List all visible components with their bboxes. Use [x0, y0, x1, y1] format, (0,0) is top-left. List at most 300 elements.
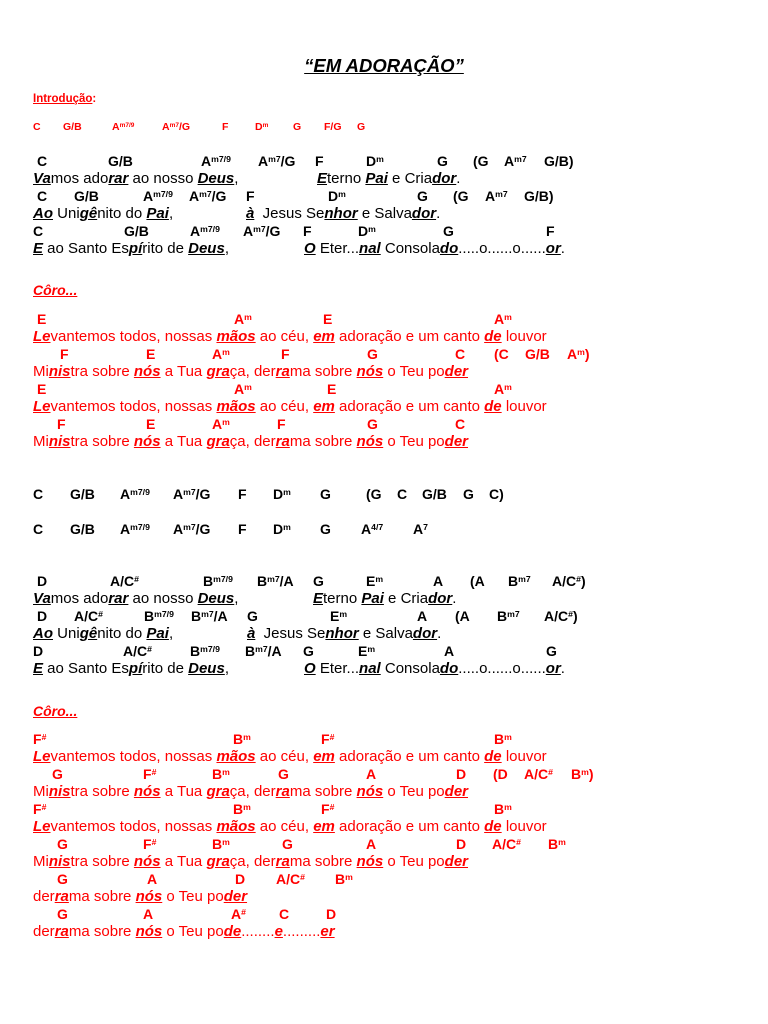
chord-superscript: #	[568, 608, 573, 619]
lyric-text: Mi	[33, 433, 49, 450]
chord-suffix: )	[584, 346, 590, 362]
chord-superscript: m	[243, 801, 251, 812]
chord-root: G/B)	[524, 188, 554, 204]
lyric-emphasis: der	[444, 783, 468, 800]
chord	[321, 731, 334, 747]
lyric-emphasis: E	[33, 240, 44, 257]
chord-root: G	[357, 121, 366, 133]
chord-superscript: m	[222, 416, 230, 427]
lyric-emphasis: nhor	[325, 625, 359, 642]
chord-superscript: m	[367, 643, 376, 654]
chord	[453, 188, 469, 204]
lyric-emphasis: Le	[33, 398, 51, 415]
chord-root: G	[57, 871, 68, 887]
chord-superscript: m	[376, 153, 384, 164]
lyric-text: adoração e um canto	[334, 398, 485, 415]
lyric-emphasis: mãos	[216, 328, 256, 345]
lyric-emphasis: em	[313, 748, 335, 765]
chord	[37, 188, 47, 204]
chord	[367, 346, 378, 362]
chord-root: C	[397, 486, 408, 502]
lyric-text: adoração e um canto	[334, 328, 485, 345]
chord-root: B	[212, 836, 223, 852]
chord	[173, 486, 210, 502]
chord	[552, 573, 586, 589]
lyric-text: ma sobre	[289, 363, 357, 380]
lyric-text: ma sobre	[68, 923, 136, 940]
lyric-text: ao céu,	[255, 328, 314, 345]
chord-root: F	[277, 416, 286, 432]
lyric-text: louvor	[501, 748, 547, 765]
lyric-text: e Cria	[383, 590, 429, 607]
chord-superscript: m	[244, 381, 252, 392]
chord	[110, 573, 139, 589]
chord	[212, 836, 230, 852]
chord-root: D	[37, 573, 48, 589]
chord	[108, 153, 133, 169]
lyric-emphasis: gra	[206, 783, 230, 800]
lyric-emphasis: O	[304, 240, 316, 257]
chord-superscript: m	[283, 486, 291, 497]
chord-root: A	[485, 188, 496, 204]
chord	[366, 573, 383, 589]
chord-root: F	[143, 766, 152, 782]
lyric-phrase	[33, 170, 238, 188]
chord-root: G	[417, 188, 428, 204]
chord-superscript: m	[504, 381, 512, 392]
chord	[473, 153, 489, 169]
chord-superscript: m7	[267, 573, 280, 584]
chord	[358, 223, 376, 239]
chord-root: A	[494, 311, 505, 327]
chord-superscript: m7/9	[200, 223, 220, 234]
lyric-emphasis: de	[484, 748, 502, 765]
lyric-emphasis: dor	[411, 205, 437, 222]
chord-root: A	[417, 608, 428, 624]
chord	[74, 188, 99, 204]
lyric-emphasis: der	[444, 853, 468, 870]
chord-root: F	[303, 223, 312, 239]
lyric-text: o Teu po	[383, 853, 445, 870]
chord-root: B	[212, 766, 223, 782]
chord-superscript: m7	[255, 643, 268, 654]
chord-root: F	[281, 346, 290, 362]
chord-suffix: /A	[267, 643, 282, 659]
chord	[524, 766, 553, 782]
chord	[247, 608, 258, 624]
lyric-text: vantemos todos, nossas	[50, 328, 217, 345]
chord-superscript: m	[581, 766, 589, 777]
chord-root: G	[282, 836, 293, 852]
chord	[234, 381, 252, 397]
chord-root: B	[191, 608, 202, 624]
chord	[489, 486, 504, 502]
chord-root: A	[112, 121, 120, 133]
chord-root: (A	[455, 608, 470, 624]
chord-root: B	[508, 573, 519, 589]
lyric-text: der	[33, 923, 55, 940]
chord-root: A	[366, 836, 377, 852]
lyric-emphasis: ra	[275, 433, 290, 450]
chord-root: E	[37, 381, 47, 397]
chord	[324, 121, 342, 133]
chord	[282, 836, 293, 852]
lyric-text: Mi	[33, 363, 49, 380]
lyric-text: tra sobre	[70, 363, 134, 380]
chord-root: A	[147, 871, 158, 887]
lyric-text: ao céu,	[255, 818, 314, 835]
chord	[57, 871, 68, 887]
lyric-emphasis: mãos	[216, 398, 256, 415]
chord	[567, 346, 590, 362]
lyric-text: ao Santo Es	[43, 240, 129, 257]
chord	[361, 521, 383, 537]
lyric-emphasis: Deus	[197, 590, 235, 607]
lyric-text: .....o......o......	[458, 240, 546, 257]
chord	[245, 643, 282, 659]
chord	[70, 521, 95, 537]
lyric-phrase	[33, 363, 468, 381]
lyric-emphasis: pí	[128, 240, 143, 257]
chord	[437, 153, 448, 169]
chord-superscript: m7/9	[211, 153, 231, 164]
chord-root: G/B	[108, 153, 133, 169]
lyric-text: .........	[282, 923, 321, 940]
lyric-emphasis: de	[484, 818, 502, 835]
chord	[313, 573, 324, 589]
lyric-emphasis: or	[545, 240, 561, 257]
song-title	[0, 54, 768, 78]
lyric-emphasis: de	[484, 398, 502, 415]
chord-root: C	[37, 153, 48, 169]
chord	[485, 188, 508, 204]
chord	[143, 836, 156, 852]
chord-root: B	[257, 573, 268, 589]
chord	[37, 153, 47, 169]
lyric-emphasis: ra	[54, 888, 69, 905]
chord	[273, 486, 291, 502]
chord-root: G	[293, 121, 302, 133]
chord	[57, 836, 68, 852]
chord	[33, 643, 43, 659]
chord	[33, 731, 46, 747]
chord-suffix: )	[588, 766, 594, 782]
chord	[494, 381, 512, 397]
lyric-text: ao nosso	[128, 590, 198, 607]
chord	[222, 121, 228, 133]
chord	[257, 573, 294, 589]
chord-root: G	[57, 836, 68, 852]
lyric-emphasis: O	[304, 660, 316, 677]
lyric-emphasis: nós	[356, 783, 384, 800]
chord	[276, 871, 305, 887]
chord	[112, 121, 134, 133]
chord	[143, 188, 173, 204]
chord-superscript: m	[244, 311, 252, 322]
chord	[413, 521, 428, 537]
chord	[33, 801, 46, 817]
chord-root: (G	[473, 153, 489, 169]
chord	[57, 416, 66, 432]
chord-root: G/B	[63, 121, 82, 133]
lyric-emphasis: nis	[48, 853, 71, 870]
chord	[233, 731, 251, 747]
lyric-text: vantemos todos, nossas	[50, 818, 217, 835]
chord	[120, 486, 150, 502]
lyric-emphasis: nis	[48, 783, 71, 800]
chord	[173, 521, 210, 537]
lyric-emphasis: Ao	[33, 205, 53, 222]
lyric-emphasis: Le	[33, 328, 51, 345]
chord	[321, 801, 334, 817]
chord	[327, 381, 336, 397]
chord-superscript: m	[262, 121, 269, 129]
lyric-text: ,	[234, 170, 239, 187]
chord-superscript: m	[283, 521, 291, 532]
chord-root: F	[321, 801, 330, 817]
chord-superscript: m7	[495, 188, 508, 199]
chord-root: G	[320, 521, 331, 537]
lyric-text: ,	[224, 240, 229, 257]
chord	[525, 346, 550, 362]
chord-root: D	[358, 223, 369, 239]
lyric-text: e Salva	[358, 625, 413, 642]
chord	[508, 573, 531, 589]
chord-root: A/C	[276, 871, 301, 887]
chord-root: B	[548, 836, 559, 852]
chord	[456, 836, 466, 852]
lyric-emphasis: Ao	[33, 625, 53, 642]
lyric-emphasis: gra	[206, 363, 230, 380]
chord-root: A	[201, 153, 212, 169]
chord	[33, 486, 43, 502]
lyric-text: ma sobre	[289, 783, 357, 800]
chord-superscript: m7	[253, 223, 266, 234]
lyric-emphasis: nós	[356, 853, 384, 870]
lyric-phrase	[33, 205, 173, 223]
lyric-text: .	[456, 170, 461, 187]
chord-root: A	[234, 381, 245, 397]
chord	[548, 836, 566, 852]
chord	[123, 643, 152, 659]
chord-superscript: m	[338, 188, 346, 199]
lyric-emphasis: Deus	[188, 660, 225, 677]
chord	[366, 766, 376, 782]
chord-root: B	[335, 871, 346, 887]
chord-superscript: #	[241, 906, 246, 917]
chord-root: F	[246, 188, 255, 204]
chord-root: C	[33, 521, 44, 537]
lyric-text: ao nosso	[128, 170, 198, 187]
heading-suffix: :	[92, 93, 97, 105]
chord-superscript: m7	[169, 121, 179, 129]
chord-superscript: m7	[268, 153, 281, 164]
chord-root: C	[33, 223, 44, 239]
chord	[60, 346, 69, 362]
lyric-phrase	[33, 748, 547, 766]
chord	[124, 223, 149, 239]
lyric-phrase	[33, 783, 468, 801]
lyric-text: adoração e um canto	[334, 748, 485, 765]
chord-root: D	[235, 871, 246, 887]
chord-superscript: #	[548, 766, 553, 777]
lyric-text: ,	[224, 660, 229, 677]
chord-superscript: m	[243, 731, 251, 742]
chord-root: A	[120, 521, 131, 537]
lyric-text: vantemos todos, nossas	[50, 398, 217, 415]
chord-superscript: m	[222, 346, 230, 357]
chord	[146, 416, 155, 432]
lyric-text: tra sobre	[70, 433, 134, 450]
chord	[357, 121, 365, 133]
lyric-emphasis: nós	[133, 853, 161, 870]
chord-root: E	[146, 346, 156, 362]
lyric-emphasis: do	[439, 240, 459, 257]
lyric-text: Uni	[53, 205, 80, 222]
lyric-text: .	[560, 660, 565, 677]
chord	[258, 153, 295, 169]
lyric-emphasis: Va	[33, 170, 51, 187]
lyric-phrase	[33, 818, 547, 836]
chord-root: A/C	[492, 836, 517, 852]
chord-root: G	[367, 346, 378, 362]
chord	[37, 381, 46, 397]
chord-root: A	[504, 153, 515, 169]
chord-root: C	[33, 121, 41, 133]
chord-superscript: m	[375, 573, 384, 584]
chord-root: A	[143, 188, 154, 204]
lyric-text: adoração e um canto	[334, 818, 485, 835]
lyric-text: Consola	[380, 660, 440, 677]
lyric-text: a Tua	[160, 853, 207, 870]
chord	[212, 416, 230, 432]
chord-root: G	[278, 766, 289, 782]
chorus-heading	[33, 702, 77, 720]
chord-superscript: #	[41, 731, 47, 742]
chord	[494, 346, 509, 362]
lyric-emphasis: or	[545, 660, 561, 677]
chord-superscript: m	[558, 836, 566, 847]
chord	[494, 801, 512, 817]
chord-root: A	[243, 223, 254, 239]
lyric-emphasis: Pai	[365, 170, 388, 187]
chord	[203, 573, 233, 589]
chord-root: A	[361, 521, 372, 537]
chord-root: D	[33, 643, 44, 659]
chord	[320, 521, 331, 537]
intro-heading	[33, 92, 96, 106]
lyric-text: .	[436, 205, 441, 222]
lyric-text: Mi	[33, 783, 49, 800]
lyric-phrase	[33, 398, 547, 416]
lyric-phrase	[33, 625, 173, 643]
chord-superscript: #	[134, 573, 139, 584]
chord	[120, 521, 150, 537]
chord-root: A	[433, 573, 444, 589]
chord-root: G	[367, 416, 378, 432]
chord	[70, 486, 95, 502]
chord-superscript: #	[300, 871, 305, 882]
chord	[143, 906, 153, 922]
chord-root: G/B	[70, 521, 95, 537]
lyric-text: ao Santo Es	[43, 660, 129, 677]
chord-superscript: m	[222, 766, 230, 777]
chord-root: F	[57, 416, 66, 432]
chord-root: A	[366, 766, 377, 782]
chord	[33, 521, 43, 537]
lyric-emphasis: nal	[359, 240, 381, 257]
chord-superscript: m7	[507, 608, 520, 619]
chord-root: F	[315, 153, 324, 169]
lyric-text: tra sobre	[70, 853, 134, 870]
chord-root: G/B	[422, 486, 447, 502]
chord-root: B	[497, 608, 508, 624]
lyric-text: mos ado	[50, 590, 109, 607]
lyric-text: tra sobre	[70, 783, 134, 800]
chord	[33, 223, 43, 239]
chord-root: C	[33, 486, 44, 502]
lyric-emphasis: E	[33, 660, 44, 677]
chord	[278, 766, 289, 782]
chord-superscript: m7	[199, 188, 212, 199]
lyric-text: rito de	[142, 240, 189, 257]
chord-root: A/C	[123, 643, 148, 659]
lyric-emphasis: Deus	[197, 170, 235, 187]
lyric-emphasis: em	[313, 328, 335, 345]
chord-superscript: #	[98, 608, 103, 619]
lyric-emphasis: pí	[128, 660, 143, 677]
chord	[57, 906, 68, 922]
chord	[315, 153, 324, 169]
chord	[33, 121, 41, 133]
chord-root: A	[258, 153, 269, 169]
chord	[303, 643, 314, 659]
lyric-emphasis: de	[223, 923, 242, 940]
lyric-text: o Teu po	[383, 363, 445, 380]
chord-superscript: m7/9	[213, 573, 233, 584]
chord	[443, 223, 454, 239]
lyric-emphasis: nhor	[324, 205, 358, 222]
chord	[456, 766, 466, 782]
lyric-text: Eter...	[315, 240, 360, 257]
chord-superscript: #	[329, 801, 335, 812]
lyric-emphasis: nós	[135, 888, 163, 905]
chord-root: A	[173, 486, 184, 502]
chord-superscript: m	[504, 311, 512, 322]
lyric-phrase	[33, 240, 229, 258]
lyric-text: e Salva	[357, 205, 412, 222]
chord-root: G	[303, 643, 314, 659]
chord-root: C	[37, 188, 48, 204]
chord	[212, 766, 230, 782]
lyric-emphasis: der	[444, 363, 468, 380]
chord-suffix: /G	[195, 521, 211, 537]
chord-root: E	[366, 573, 376, 589]
lyric-emphasis: Pai	[361, 590, 384, 607]
lyric-text: louvor	[501, 328, 547, 345]
chord-root: B	[571, 766, 582, 782]
chord	[37, 608, 47, 624]
chord-superscript: 7	[423, 521, 428, 532]
lyric-text: louvor	[501, 398, 547, 415]
chord-root: A	[162, 121, 170, 133]
chord-root: F	[33, 731, 42, 747]
chord-root: A/C	[544, 608, 569, 624]
chord	[328, 188, 346, 204]
chord	[330, 608, 347, 624]
chord-superscript: m	[222, 836, 230, 847]
lyric-emphasis: Le	[33, 748, 51, 765]
